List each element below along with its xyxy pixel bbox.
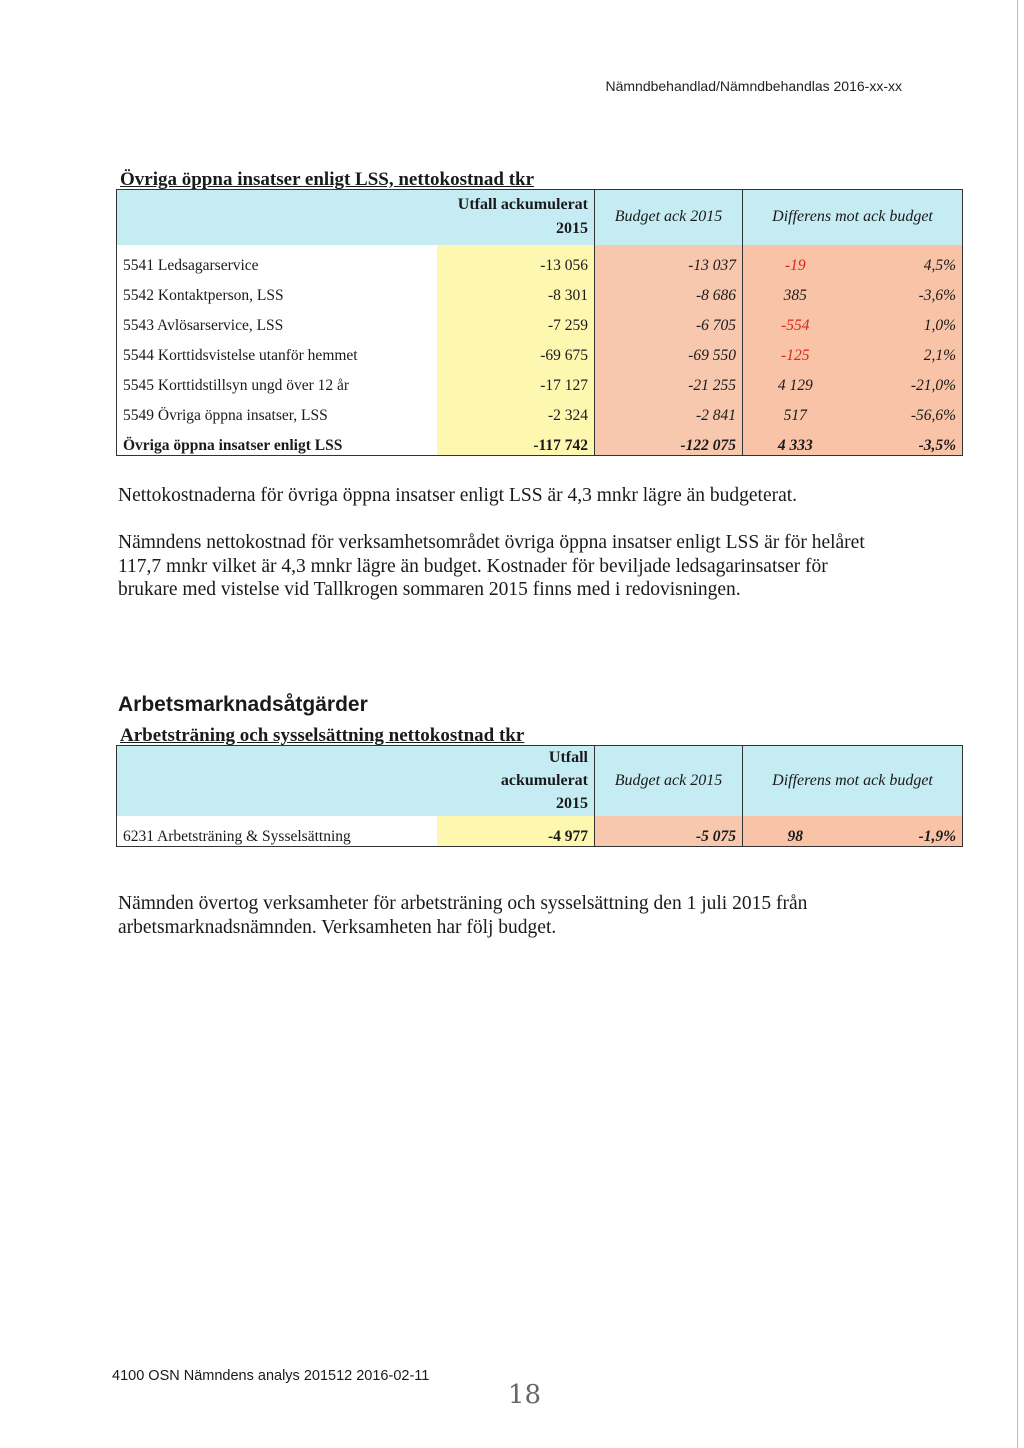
header-utfall-line3: 2015 bbox=[556, 795, 588, 813]
header-empty-cell bbox=[117, 190, 437, 245]
lss-cost-table bbox=[116, 189, 963, 456]
row-diff: -554 bbox=[743, 305, 848, 335]
row-pct: 4,5% bbox=[848, 245, 963, 275]
handwritten-page-number: 18 bbox=[508, 1380, 542, 1410]
table-header-row bbox=[117, 746, 963, 816]
row-budget: -69 550 bbox=[595, 335, 743, 365]
table-total-row bbox=[117, 425, 963, 456]
row-name: 6231 Arbetsträning & Sysselsättning bbox=[123, 827, 351, 845]
header-differens: Differens mot ack budget bbox=[743, 746, 963, 816]
row-name: 5541 Ledsagarservice bbox=[123, 256, 259, 274]
row-budget: -6 705 bbox=[595, 305, 743, 335]
row-name: 5542 Kontaktperson, LSS bbox=[123, 286, 284, 304]
row-name: 5545 Korttidstillsyn ungd över 12 år bbox=[123, 376, 350, 394]
table-row bbox=[117, 365, 963, 395]
table-header-row bbox=[117, 190, 963, 245]
arbets-paragraph: Nämnden övertog verksamheter för arbetsträning och sysselsättning den 1 juli 2015 från arbetsmarknadsnämnden. Verksamheten har följ budget. bbox=[118, 893, 808, 938]
row-utfall: -13 056 bbox=[437, 245, 595, 275]
table-row bbox=[117, 305, 963, 335]
row-pct: -21,0% bbox=[848, 365, 963, 395]
row-name: 5543 Avlösarservice, LSS bbox=[123, 316, 284, 334]
row-pct: -3,6% bbox=[848, 275, 963, 305]
table-row bbox=[117, 395, 963, 425]
lss-summary-paragraph: Nettokostnaderna för övriga öppna insatser enligt LSS är 4,3 mnkr lägre än budgeterat. bbox=[118, 485, 798, 506]
row-pct: 1,0% bbox=[848, 305, 963, 335]
row-diff: 385 bbox=[743, 275, 848, 305]
row-budget: -8 686 bbox=[595, 275, 743, 305]
row-diff: -19 bbox=[743, 245, 848, 275]
row-utfall: -17 127 bbox=[437, 365, 595, 395]
row-name: 5544 Korttidsvistelse utanför hemmet bbox=[123, 346, 358, 364]
row-utfall: -8 301 bbox=[437, 275, 595, 305]
header-reference: Nämndbehandlad/Nämndbehandlas 2016-xx-xx bbox=[605, 78, 902, 94]
header-utfall-line2: ackumulerat bbox=[500, 772, 588, 790]
lss-detail-paragraph: Nämndens nettokostnad för verksamhetsområdet övriga öppna insatser enligt LSS är för helåret 117,7 mnkr vilket är 4,3 mnkr lägre än budget. Kostnader för beviljade ledsagarinsatser för brukare med vistelse vid Tallkrogen sommaren 2015 finns med i redovisningen. bbox=[118, 532, 865, 600]
header-budget: Budget ack 2015 bbox=[595, 746, 743, 816]
row-diff: 517 bbox=[743, 395, 848, 425]
total-budget: -122 075 bbox=[595, 425, 743, 456]
header-utfall-line1: Utfall ackumulerat bbox=[457, 196, 588, 214]
header-utfall-line2: 2015 bbox=[556, 220, 588, 238]
scan-edge-line bbox=[1017, 0, 1018, 1448]
header-empty-cell bbox=[117, 746, 437, 816]
row-pct: 2,1% bbox=[848, 335, 963, 365]
section-heading-arbetsmarknad: Arbetsmarknadsåtgärder bbox=[118, 693, 368, 716]
footer-reference: 4100 OSN Nämndens analys 201512 2016-02-11 bbox=[112, 1368, 430, 1384]
row-pct: -1,9% bbox=[848, 816, 963, 847]
row-budget: -21 255 bbox=[595, 365, 743, 395]
row-utfall: -2 324 bbox=[437, 395, 595, 425]
row-budget: -13 037 bbox=[595, 245, 743, 275]
header-utfall bbox=[437, 746, 595, 816]
table-row bbox=[117, 335, 963, 365]
row-budget: -2 841 bbox=[595, 395, 743, 425]
lss-table-title: Övriga öppna insatser enligt LSS, nettokostnad tkr bbox=[120, 169, 535, 190]
row-diff: 4 129 bbox=[743, 365, 848, 395]
row-diff: 98 bbox=[743, 816, 848, 847]
header-utfall-line1: Utfall bbox=[548, 749, 588, 767]
table-row bbox=[117, 816, 963, 847]
total-name: Övriga öppna insatser enligt LSS bbox=[123, 436, 343, 454]
header-differens: Differens mot ack budget bbox=[743, 190, 963, 245]
total-diff: 4 333 bbox=[743, 425, 848, 456]
table-row bbox=[117, 245, 963, 275]
row-name: 5549 Övriga öppna insatser, LSS bbox=[123, 406, 328, 424]
table-row bbox=[117, 275, 963, 305]
total-utfall: -117 742 bbox=[437, 425, 595, 456]
row-utfall: -69 675 bbox=[437, 335, 595, 365]
row-pct: -56,6% bbox=[848, 395, 963, 425]
row-utfall: -7 259 bbox=[437, 305, 595, 335]
row-utfall: -4 977 bbox=[437, 816, 595, 847]
row-budget: -5 075 bbox=[595, 816, 743, 847]
header-utfall bbox=[437, 190, 595, 245]
arbets-table-title: Arbetsträning och sysselsättning nettokostnad tkr bbox=[120, 725, 525, 746]
arbets-cost-table bbox=[116, 745, 963, 847]
total-pct: -3,5% bbox=[848, 425, 963, 456]
header-budget: Budget ack 2015 bbox=[595, 190, 743, 245]
row-diff: -125 bbox=[743, 335, 848, 365]
